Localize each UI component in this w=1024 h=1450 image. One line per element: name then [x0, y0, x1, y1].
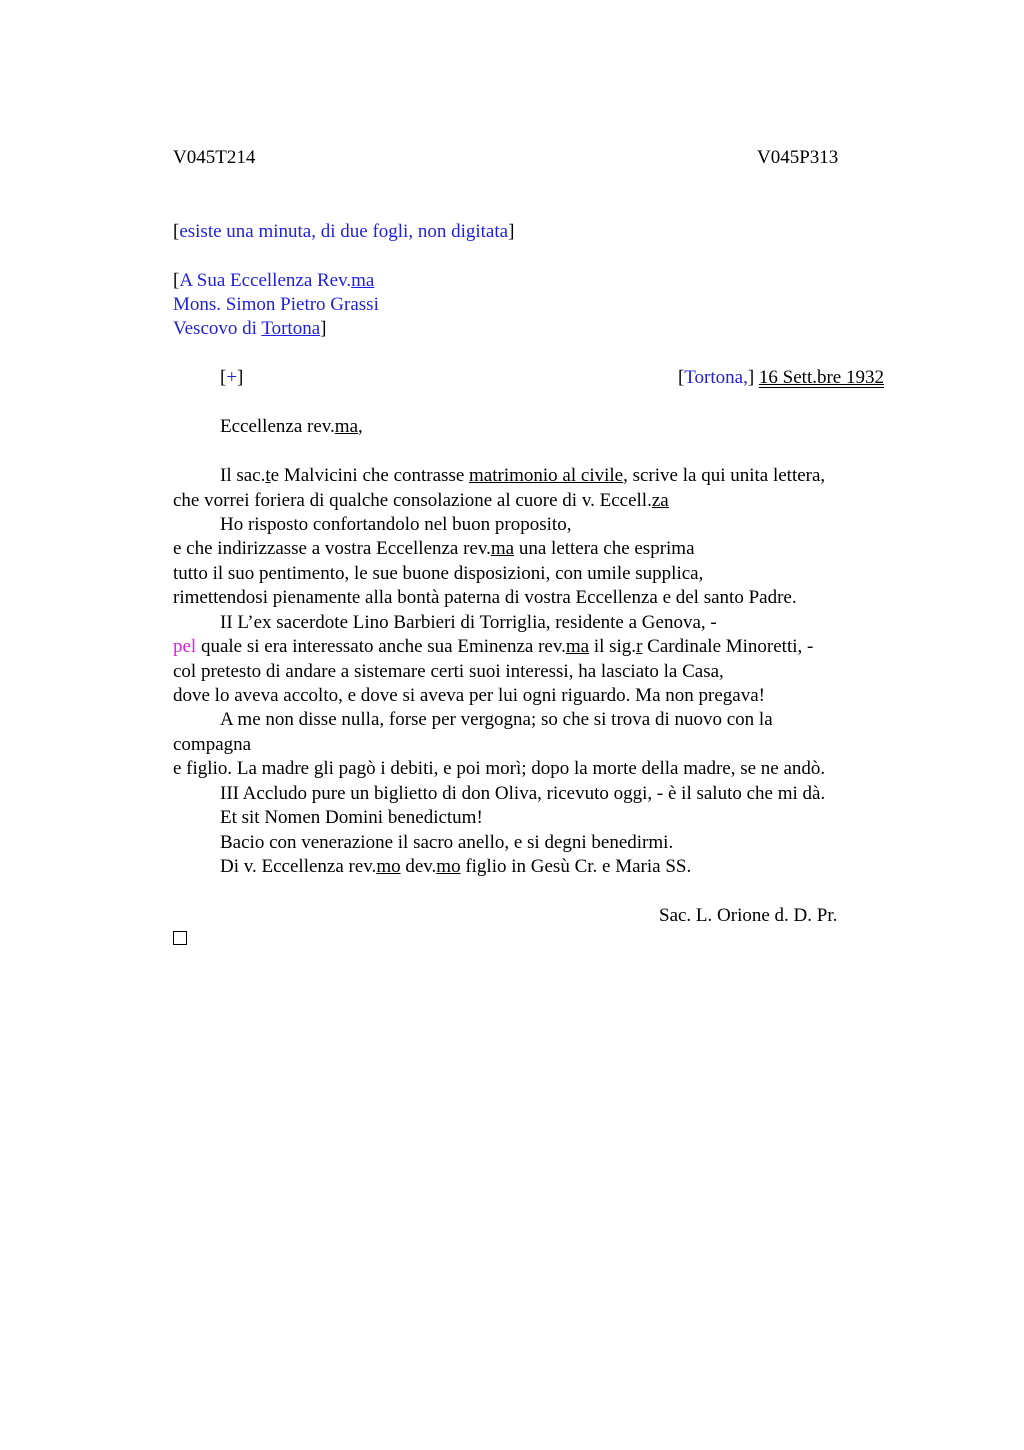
body-line: rimettendosi pienamente alla bontà paterna di vostra Eccellenza e del santo Padre. [173, 587, 797, 608]
body-line: col pretesto di andare a sistemare certi suoi interessi, ha lasciato la Casa, [173, 661, 724, 682]
body-line: dove lo aveva accolto, e dove si aveva per lui ogni riguardo. Ma non pregava! [173, 685, 765, 706]
closing-line: Di v. Eccellenza rev.mo dev.mo figlio in Gesù Cr. e Maria SS. [220, 856, 692, 877]
body-line: A me non disse nulla, forse per vergogna; so che si trova di nuovo con la [220, 709, 773, 730]
body-line: Et sit Nomen Domini benedictum! [220, 807, 483, 828]
body-line: II L’ex sacerdote Lino Barbieri di Torriglia, residente a Genova, - [220, 612, 717, 633]
signature: Sac. L. Orione d. D. Pr. [659, 905, 838, 926]
checkbox-square-icon [173, 931, 187, 945]
address-line-3: Vescovo di Tortona] [173, 318, 327, 339]
place-date: [Tortona,] 16 Sett.bre 1932 [677, 367, 884, 388]
address-line-2: Mons. Simon Pietro Grassi [173, 294, 379, 315]
header-left-code: V045T214 [173, 147, 256, 168]
body-line: III Accludo pure un biglietto di don Oliva, ricevuto oggi, - è il saluto che mi dà. [220, 783, 826, 804]
salutation: Eccellenza rev.ma, [220, 416, 363, 437]
body-line: e figlio. La madre gli pagò i debiti, e poi morì; dopo la morte della madre, se ne andò. [173, 758, 826, 779]
editorial-note-text: esiste una minuta, di due fogli, non digitata [179, 221, 509, 242]
highlighted-word: pel [173, 636, 197, 657]
body-line: tutto il suo pentimento, le sue buone disposizioni, con umile supplica, [173, 563, 704, 584]
body-line: che vorrei foriera di qualche consolazione al cuore di v. Eccell.za [173, 490, 669, 511]
body-line: Bacio con venerazione il sacro anello, e si degni benedirmi. [220, 832, 674, 853]
body-line: e che indirizzasse a vostra Eccellenza rev.ma una lettera che esprima [173, 538, 695, 559]
header-right-code: V045P313 [757, 147, 839, 168]
body-line: Ho risposto confortandolo nel buon proposito, [220, 514, 572, 535]
letter-date: 16 Sett.bre 1932 [758, 367, 884, 388]
body-line: compagna [173, 734, 252, 755]
editorial-note: [esiste una minuta, di due fogli, non digitata] [173, 221, 515, 242]
address-line-1: [A Sua Eccellenza Rev.ma [173, 270, 375, 291]
cross-mark: [+] [220, 367, 244, 388]
body-line: pel quale si era interessato anche sua Eminenza rev.ma il sig.r Cardinale Minoretti, - [173, 636, 814, 657]
body-line: Il sac.te Malvicini che contrasse matrimonio al civile, scrive la qui unita lettera, [220, 465, 826, 486]
